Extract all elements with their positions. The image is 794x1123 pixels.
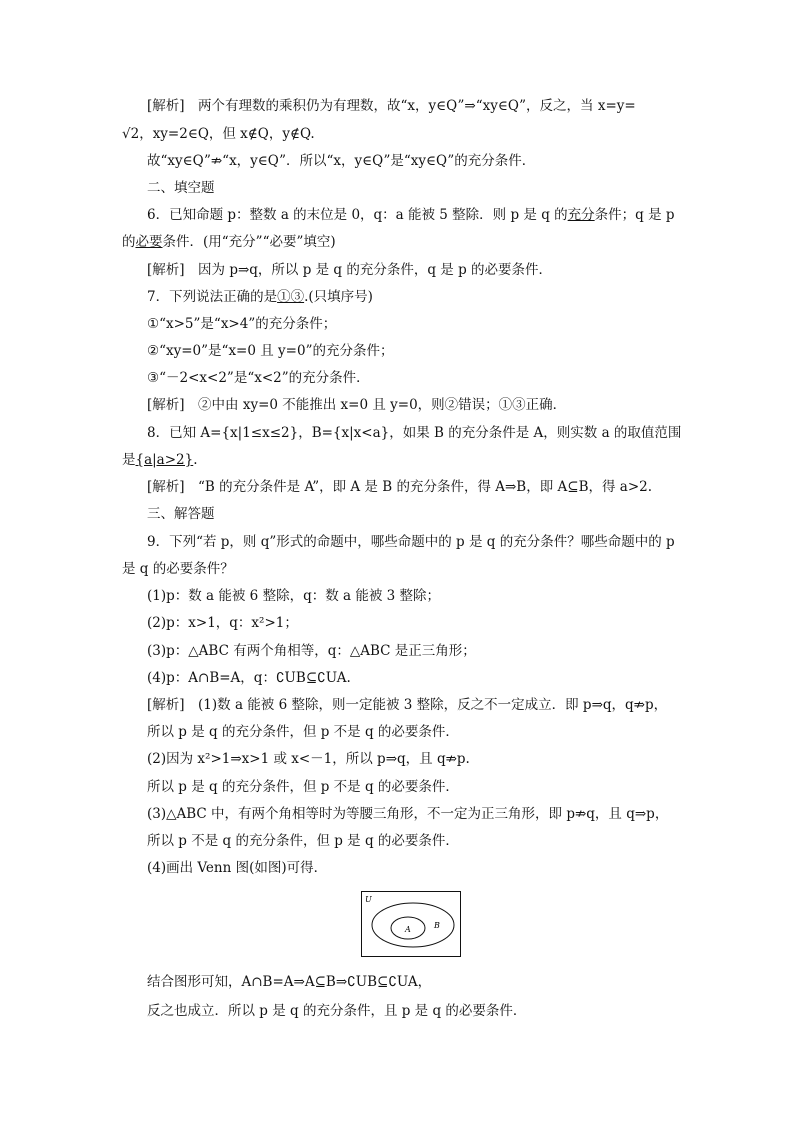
question-6-text: 条件．(用“充分”“必要”填空) (162, 234, 336, 250)
question-8-line-2 (122, 450, 198, 470)
question-7-line (147, 287, 373, 307)
blank-answer: {a|a>2} (135, 452, 194, 468)
section-heading: 二、填空题 (147, 180, 215, 196)
sub-question-line: (4)p：A∩B=A，q：∁UB⊆∁UA. (147, 670, 351, 686)
set-b-label: B (434, 921, 440, 930)
solution-line: 所以 p 不是 q 的充分条件，但 p 是 q 的必要条件． (147, 833, 459, 849)
question-6-text: 条件；q 是 p (594, 207, 675, 223)
conclusion-line: 结合图形可知，A∩B=A⇒A⊆B⇒∁UB⊆∁UA， (147, 974, 432, 990)
question-8-line-1: 8．已知 A={x|1≤x≤2}，B={x|x<a}，如果 B 的充分条件是 A，则实数 a 的取值范围 (147, 425, 682, 441)
question-6-line-2 (122, 232, 336, 252)
solution-line: 所以 p 是 q 的充分条件，但 p 不是 q 的必要条件． (147, 724, 459, 740)
question-8-text: . (193, 452, 198, 468)
blank-answer: 充分 (567, 207, 595, 223)
sub-question-line: (2)p：x>1，q：x²>1； (147, 615, 298, 631)
solution-line: 故“xy∈Q”⇏“x，y∈Q”．所以“x，y∈Q”是“xy∈Q”的充分条件． (147, 153, 536, 169)
question-6-line-1 (147, 205, 675, 225)
blank-answer: 必要 (135, 234, 163, 250)
universe-label: U (365, 895, 372, 904)
set-a-label: A (405, 925, 411, 934)
question-7-text: .(只填序号) (304, 289, 373, 305)
solution-line: 所以 p 是 q 的充分条件，但 p 不是 q 的必要条件． (147, 779, 459, 795)
solution-line: (4)画出 Venn 图(如图)可得． (147, 860, 328, 876)
solution-line: (3)△ABC 中，有两个角相等时为等腰三角形，不一定为正三角形，即 p⇏q，且 q⇒p， (147, 806, 669, 822)
solution-line: √2，xy=2∈Q，但 x∉Q，y∉Q. (122, 126, 315, 142)
question-7-text: 7．下列说法正确的是 (147, 289, 278, 305)
solution-line: [解析] 因为 p⇒q，所以 p 是 q 的充分条件，q 是 p 的必要条件． (147, 262, 553, 278)
set-b-ellipse (372, 903, 454, 947)
sub-question-line: (1)p：数 a 能被 6 整除，q：数 a 能被 3 整除； (147, 588, 441, 604)
question-6-text: 6．已知命题 p：整数 a 的末位是 0，q：a 能被 5 整除．则 p 是 q 的 (147, 207, 568, 223)
option-line: ②“xy=0”是“x=0 且 y=0”的充分条件； (147, 343, 394, 359)
conclusion-line: 反之也成立．所以 p 是 q 的充分条件，且 p 是 q 的必要条件． (147, 1003, 527, 1019)
venn-diagram (361, 891, 461, 957)
section-heading: 三、解答题 (147, 506, 215, 522)
option-line: ③“－2<x<2”是“x<2”的充分条件． (147, 370, 370, 386)
option-line: ①“x>5”是“x>4”的充分条件； (147, 316, 337, 332)
question-6-text: 的 (122, 234, 136, 250)
solution-line: [解析] (1)数 a 能被 6 整除，则一定能被 3 整除，反之不一定成立．即 p⇒q，q⇏p， (147, 697, 668, 713)
solution-line: [解析] 两个有理数的乘积仍为有理数，故“x，y∈Q”⇒“xy∈Q”，反之，当 x=y= (147, 98, 636, 114)
sub-question-line: (3)p：△ABC 有两个角相等，q：△ABC 是正三角形； (147, 643, 476, 659)
question-8-text: 是 (122, 452, 136, 468)
solution-line: [解析] ②中由 xy=0 不能推出 x=0 且 y=0，则②错误；①③正确． (147, 397, 567, 413)
solution-line: (2)因为 x²>1⇒x>1 或 x<－1，所以 p⇒q，且 q⇏p. (147, 751, 470, 767)
blank-answer: ①③ (277, 289, 305, 305)
solution-line: [解析] “B 的充分条件是 A”，即 A 是 B 的充分条件，得 A⇒B，即 A⊆B，得 a>2. (147, 479, 653, 495)
question-9-line: 是 q 的必要条件？ (122, 561, 234, 577)
question-9-line: 9．下列“若 p，则 q”形式的命题中，哪些命题中的 p 是 q 的充分条件？哪些命题中的 p (147, 534, 675, 550)
